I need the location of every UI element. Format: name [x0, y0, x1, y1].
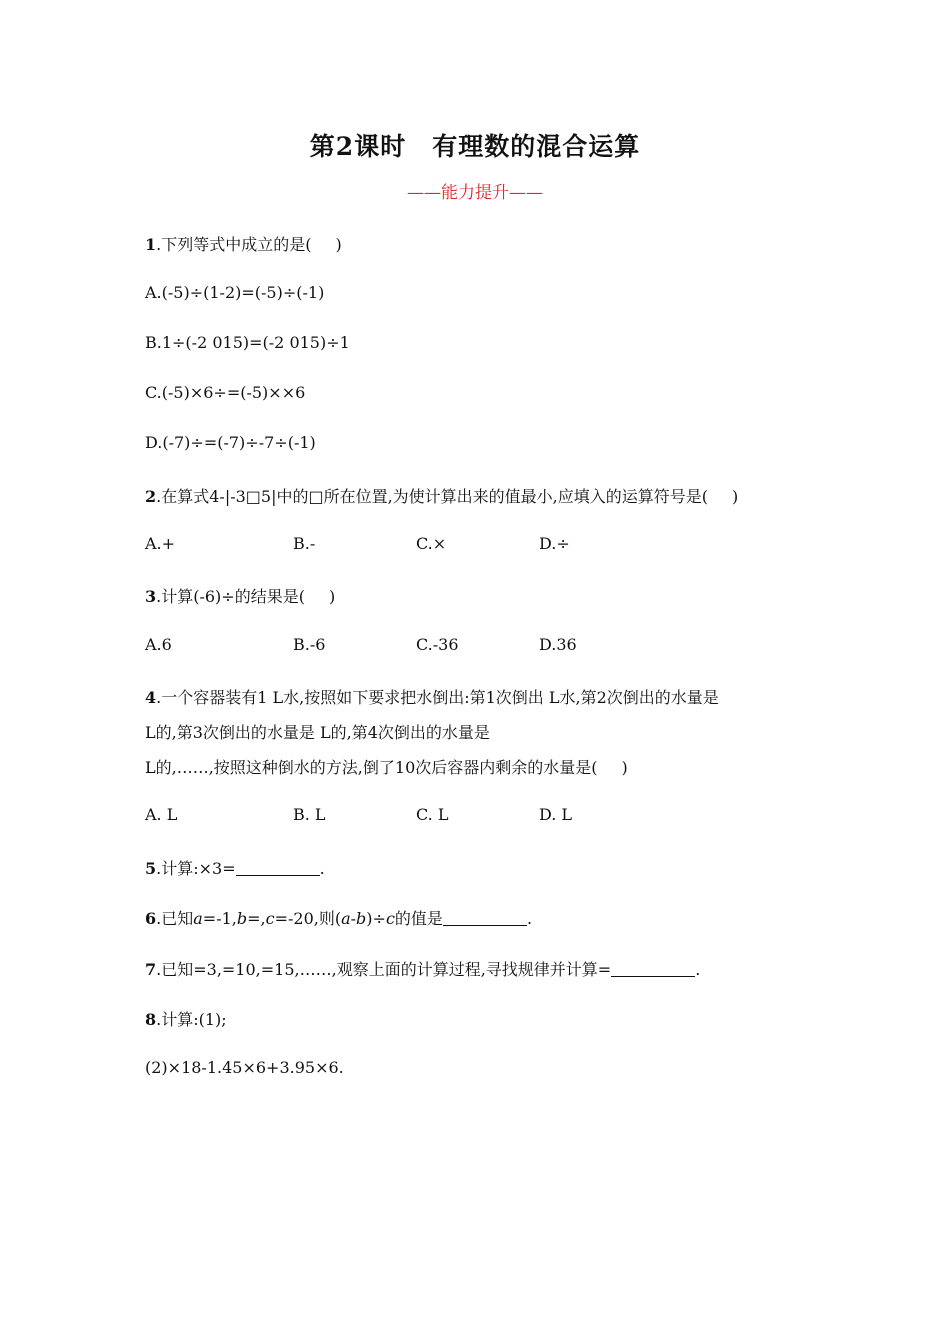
paren-close: ): [732, 487, 739, 506]
question-4: [145, 685, 719, 708]
question-stem: .已知=3,=10,=15,……,观察上面的计算过程,寻找规律并计算=: [156, 960, 612, 979]
q4-option-d: D. L: [539, 805, 573, 824]
q4-option-c: C. L: [416, 805, 449, 824]
question-2: [145, 484, 738, 507]
text-part: )÷: [366, 909, 386, 928]
question-7: [145, 957, 700, 980]
paren-close: ): [335, 235, 342, 254]
question-stem: .计算(-6)÷的结果是(: [156, 587, 305, 606]
question-1: [145, 232, 342, 255]
q1-option-d: D.(-7)÷=(-7)÷-7÷(-1): [145, 433, 316, 452]
q4-option-a: A. L: [145, 805, 178, 824]
q3-option-a: A.6: [145, 635, 172, 654]
question-stem: .下列等式中成立的是(: [156, 235, 312, 254]
question-stem: .计算:(1);: [156, 1010, 227, 1029]
variable-c: c: [265, 909, 275, 928]
q1-option-c: C.(-5)×6÷=(-5)××6: [145, 383, 306, 402]
question-stem: L的,……,按照这种倒水的方法,倒了10次后容器内剩余的水量是(: [145, 758, 598, 777]
period: .: [526, 909, 533, 928]
question-stem: .在算式4-|-3□5|中的□所在位置,为使计算出来的值最小,应填入的运算符号是(: [156, 487, 709, 506]
variable-b: b: [356, 909, 367, 928]
text-part: =-20,则(: [274, 909, 342, 928]
text-part: 的值是: [394, 909, 443, 928]
answer-blank[interactable]: [611, 962, 695, 977]
question-6: [145, 906, 532, 929]
question-3: [145, 584, 335, 607]
question-stem: .计算:×3=: [156, 859, 236, 878]
answer-blank[interactable]: [443, 911, 527, 926]
page-title: 第2课时 有理数的混合运算: [309, 132, 641, 161]
question-number: 7: [145, 960, 157, 979]
text-part: .已知: [156, 909, 194, 928]
q4-option-b: B. L: [293, 805, 326, 824]
text-part: =,: [247, 909, 266, 928]
text-part: =-1,: [202, 909, 237, 928]
period: .: [319, 859, 325, 878]
period: .: [695, 960, 701, 979]
q2-option-c: C.×: [416, 534, 447, 553]
paren-close: ): [328, 587, 336, 606]
question-number: 4: [145, 688, 157, 707]
question-number: 6: [145, 909, 157, 928]
question-4-line-2: L的,第3次倒出的水量是 L的,第4次倒出的水量是: [145, 723, 490, 742]
q1-option-b: B.1÷(-2 015)=(-2 015)÷1: [145, 333, 350, 352]
variable-a: a: [341, 909, 351, 928]
variable-a: a: [193, 909, 203, 928]
variable-c: c: [385, 909, 395, 928]
question-number: 3: [145, 587, 157, 606]
section-subtitle: ——能力提升——: [407, 183, 543, 203]
q2-option-b: B.-: [293, 534, 316, 553]
q3-option-d: D.36: [539, 635, 577, 654]
question-number: 2: [145, 487, 157, 506]
question-number: 1: [145, 235, 157, 254]
q3-option-c: C.-36: [416, 635, 459, 654]
q2-option-d: D.÷: [539, 534, 570, 553]
paren-close: ): [621, 758, 628, 777]
question-5: [145, 856, 325, 879]
question-number: 8: [145, 1010, 157, 1029]
question-8-part-2: (2)×18-1.45×6+3.95×6.: [145, 1058, 344, 1077]
question-stem: .一个容器装有1 L水,按照如下要求把水倒出:第1次倒出 L水,第2次倒出的水量是: [156, 688, 719, 707]
answer-blank[interactable]: [236, 861, 320, 876]
q1-option-a: A.(-5)÷(1-2)=(-5)÷(-1): [145, 283, 325, 302]
variable-b: b: [236, 909, 248, 928]
question-4-line-3: [145, 755, 628, 778]
question-8: [145, 1007, 227, 1030]
q3-option-b: B.-6: [293, 635, 326, 654]
q2-option-a: A.+: [145, 534, 176, 553]
text-part: -: [350, 909, 357, 928]
question-number: 5: [145, 859, 157, 878]
